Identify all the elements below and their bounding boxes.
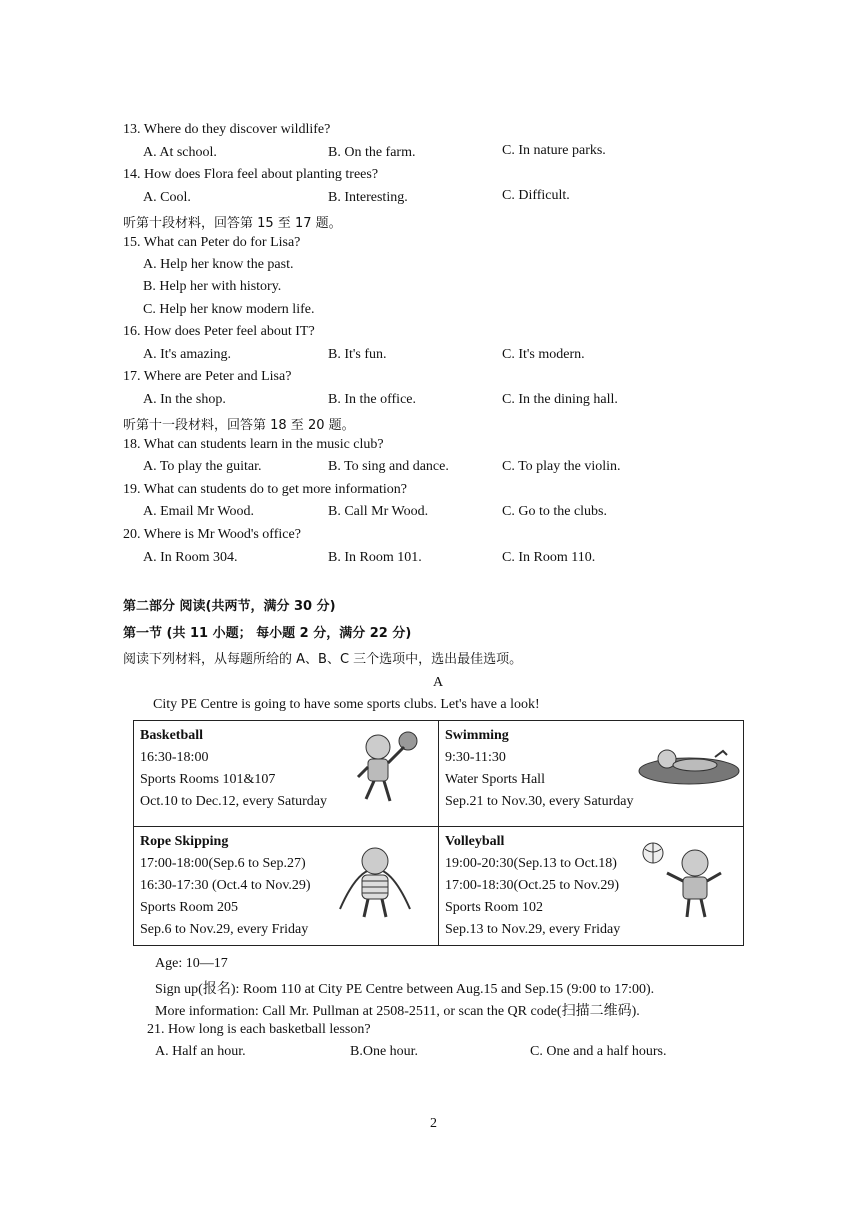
club-line: 9:30-11:30 bbox=[445, 750, 506, 765]
club-line: Sep.13 to Nov.29, every Friday bbox=[445, 922, 621, 937]
question-21: 21. How long is each basketball lesson? bbox=[147, 1022, 371, 1037]
q18-option-a: A. To play the guitar. bbox=[143, 459, 262, 474]
club-basketball bbox=[134, 721, 439, 827]
q19-option-a: A. Email Mr Wood. bbox=[143, 504, 254, 519]
clubs-table bbox=[133, 720, 744, 946]
q18-option-c: C. To play the violin. bbox=[502, 459, 621, 474]
question-14: 14. How does Flora feel about planting trees? bbox=[123, 167, 379, 182]
club-rope-skipping bbox=[134, 827, 439, 946]
q16-option-b: B. It's fun. bbox=[328, 347, 387, 362]
q15-option-b: B. Help her with history. bbox=[143, 279, 282, 294]
rope-skipper-illustration bbox=[332, 839, 418, 925]
club-line: Sep.21 to Nov.30, every Saturday bbox=[445, 794, 634, 809]
club-volleyball bbox=[439, 827, 744, 946]
passage-label: A bbox=[433, 675, 444, 690]
basketball-player-illustration bbox=[346, 727, 426, 809]
club-line: Sep.6 to Nov.29, every Friday bbox=[140, 922, 309, 937]
q13-option-c: C. In nature parks. bbox=[502, 143, 606, 158]
q14-option-c: C. Difficult. bbox=[502, 188, 570, 203]
section10-intro: 听第十段材料，回答第 15 至 17 题。 bbox=[123, 216, 342, 231]
club-line: 16:30-17:30 (Oct.4 to Nov.29) bbox=[140, 878, 311, 893]
club-title: Rope Skipping bbox=[140, 834, 229, 849]
question-17: 17. Where are Peter and Lisa? bbox=[123, 369, 292, 384]
swimmer-illustration bbox=[637, 737, 741, 787]
passage-intro: City PE Centre is going to have some sports clubs. Let's have a look! bbox=[153, 697, 540, 712]
section11-intro: 听第十一段材料，回答第 18 至 20 题。 bbox=[123, 418, 355, 433]
q16-option-a: A. It's amazing. bbox=[143, 347, 232, 362]
q15-option-a: A. Help her know the past. bbox=[143, 257, 294, 272]
q18-option-b: B. To sing and dance. bbox=[328, 459, 449, 474]
q15-option-c: C. Help her know modern life. bbox=[143, 302, 315, 317]
club-line: Sports Rooms 101&107 bbox=[140, 772, 276, 787]
question-19: 19. What can students do to get more information? bbox=[123, 482, 407, 497]
q17-option-c: C. In the dining hall. bbox=[502, 392, 618, 407]
club-title: Volleyball bbox=[445, 834, 505, 849]
q14-option-b: B. Interesting. bbox=[328, 190, 408, 205]
club-line: 19:00-20:30(Sep.13 to Oct.18) bbox=[445, 856, 617, 871]
volleyball-player-illustration bbox=[637, 833, 737, 925]
question-18: 18. What can students learn in the music club? bbox=[123, 437, 384, 452]
q21-option-b: B.One hour. bbox=[350, 1044, 419, 1059]
club-title: Basketball bbox=[140, 728, 204, 743]
club-swimming bbox=[439, 721, 744, 827]
q20-option-b: B. In Room 101. bbox=[328, 550, 422, 565]
q13-option-a: A. At school. bbox=[143, 145, 217, 160]
section1-heading: 第一节 (共 11 小题； 每小题 2 分，满分 22 分) bbox=[123, 626, 412, 641]
q21-option-c: C. One and a half hours. bbox=[530, 1044, 667, 1059]
page-number: 2 bbox=[430, 1116, 437, 1131]
club-line: 16:30-18:00 bbox=[140, 750, 209, 765]
club-line: 17:00-18:00(Sep.6 to Sep.27) bbox=[140, 856, 306, 871]
q17-option-a: A. In the shop. bbox=[143, 392, 226, 407]
question-16: 16. How does Peter feel about IT? bbox=[123, 324, 315, 339]
question-15: 15. What can Peter do for Lisa? bbox=[123, 235, 301, 250]
question-13: 13. Where do they discover wildlife? bbox=[123, 122, 331, 137]
q19-option-b: B. Call Mr Wood. bbox=[328, 504, 429, 519]
part2-heading: 第二部分 阅读(共两节，满分 30 分) bbox=[123, 599, 336, 614]
q16-option-c: C. It's modern. bbox=[502, 347, 585, 362]
q20-option-a: A. In Room 304. bbox=[143, 550, 238, 565]
q17-option-b: B. In the office. bbox=[328, 392, 416, 407]
club-title: Swimming bbox=[445, 728, 509, 743]
age-note: Age: 10—17 bbox=[155, 956, 228, 971]
more-info-note: More information: Call Mr. Pullman at 2508-2511, or scan the QR code(扫描二维码). bbox=[155, 1004, 640, 1019]
q14-option-a: A. Cool. bbox=[143, 190, 191, 205]
reading-instructions: 阅读下列材料，从每题所给的 A、B、C 三个选项中，选出最佳选项。 bbox=[123, 652, 523, 667]
q13-option-b: B. On the farm. bbox=[328, 145, 416, 160]
club-line: Sports Room 205 bbox=[140, 900, 239, 915]
q19-option-c: C. Go to the clubs. bbox=[502, 504, 607, 519]
q20-option-c: C. In Room 110. bbox=[502, 550, 596, 565]
club-line: Sports Room 102 bbox=[445, 900, 544, 915]
signup-note: Sign up(报名): Room 110 at City PE Centre between Aug.15 and Sep.15 (9:00 to 17:00). bbox=[155, 982, 655, 997]
club-line: Water Sports Hall bbox=[445, 772, 545, 787]
q21-option-a: A. Half an hour. bbox=[155, 1044, 246, 1059]
question-20: 20. Where is Mr Wood's office? bbox=[123, 527, 301, 542]
club-line: Oct.10 to Dec.12, every Saturday bbox=[140, 794, 327, 809]
club-line: 17:00-18:30(Oct.25 to Nov.29) bbox=[445, 878, 620, 893]
